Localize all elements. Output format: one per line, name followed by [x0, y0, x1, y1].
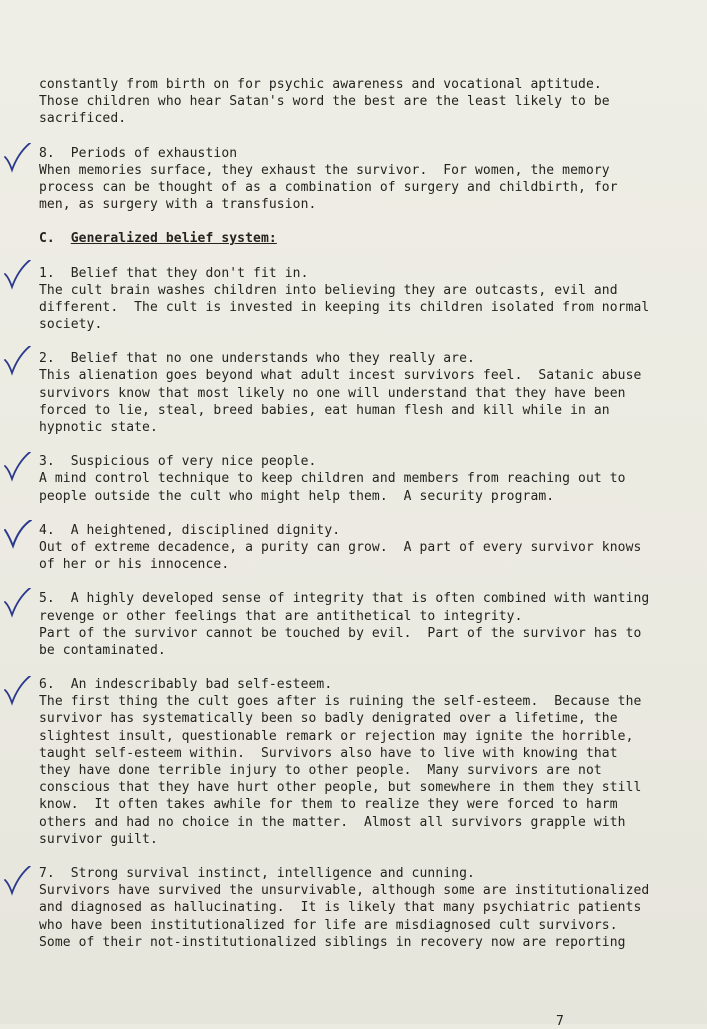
item-heading: 6. An indescribably bad self-esteem. — [39, 677, 333, 693]
text-line: Those children who hear Satan's word the best are the least likely to be — [39, 94, 610, 110]
document-body — [39, 76, 679, 951]
list-item — [39, 865, 679, 951]
item-heading: 2. Belief that no one understands who they really are. — [39, 351, 475, 367]
text-line: The first thing the cult goes after is ruining the self-esteem. Because the — [39, 694, 642, 710]
text-line: Out of extreme decadence, a purity can grow. A part of every survivor knows — [39, 539, 642, 555]
text-line: A mind control technique to keep children and members from reaching out to — [39, 471, 626, 487]
text-line: revenge or other feelings that are antithetical to integrity. — [39, 608, 523, 624]
text-line: This alienation goes beyond what adult incest survivors feel. Satanic abuse — [39, 368, 642, 384]
text-line: hypnotic state. — [39, 420, 158, 435]
intro-paragraph — [39, 76, 679, 128]
text-line: of her or his innocence. — [39, 557, 230, 573]
checkmark-icon — [3, 143, 33, 173]
text-line: who have been institutionalized for life are misdiagnosed cult survivors. — [39, 917, 618, 933]
checkmark-icon — [3, 346, 33, 376]
text-line: know. It often takes awhile for them to realize they were forced to harm — [39, 797, 618, 813]
text-line: survivors know that most likely no one will understand that they have been — [39, 385, 626, 401]
text-line: taught self-esteem within. Survivors also have to live with knowing that — [39, 745, 618, 761]
text-line: conscious that they have hurt other people, but somewhere in them they still — [39, 780, 642, 796]
text-line: Some of their not-institutionalized siblings in recovery now are reporting — [39, 934, 626, 950]
page-number: 7 — [556, 1014, 564, 1029]
list-item — [39, 676, 679, 848]
text-line: When memories surface, they exhaust the survivor. For women, the memory — [39, 162, 610, 178]
checkmark-icon — [3, 452, 33, 482]
text-line: others and had no choice in the matter. Almost all survivors grapple with — [39, 814, 626, 830]
item-heading: 1. Belief that they don't fit in. — [39, 265, 309, 281]
checkmark-icon — [3, 588, 33, 618]
text-line: different. The cult is invested in keeping its children isolated from normal — [39, 299, 650, 315]
section-letter: C. — [39, 231, 55, 247]
section-title: Generalized belief system: — [70, 231, 277, 247]
text-line: men, as surgery with a transfusion. — [39, 197, 317, 213]
text-line: people outside the cult who might help them. A security program. — [39, 488, 555, 504]
list-item — [39, 590, 679, 659]
list-item — [39, 350, 679, 436]
section-heading — [39, 230, 679, 247]
checkmark-icon — [3, 866, 33, 896]
list-item — [39, 265, 679, 334]
text-line: survivor has systematically been so badly denigrated over a lifetime, the — [39, 711, 618, 727]
text-line: Part of the survivor cannot be touched by evil. Part of the survivor has to — [39, 625, 642, 641]
text-line: survivor guilt. — [39, 831, 158, 847]
text-line: society. — [39, 317, 103, 333]
checkmark-icon — [3, 520, 33, 550]
text-line: and diagnosed as hallucinating. It is likely that many psychiatric patients — [39, 900, 642, 916]
text-line: constantly from birth on for psychic awareness and vocational aptitude. — [39, 77, 602, 92]
text-line: process can be thought of as a combination of surgery and childbirth, for — [39, 179, 618, 195]
item-heading: 4. A heightened, disciplined dignity. — [39, 522, 341, 538]
item-heading: 3. Suspicious of very nice people. — [39, 454, 317, 470]
list-item — [39, 453, 679, 505]
text-line: The cult brain washes children into believing they are outcasts, evil and — [39, 282, 618, 298]
item-heading: 7. Strong survival instinct, intelligence and cunning. — [39, 865, 475, 881]
text-line: slightest insult, questionable remark or rejection may ignite the horrible, — [39, 728, 634, 744]
text-line: they have done terrible injury to other people. Many survivors are not — [39, 763, 602, 778]
item-heading: 8. Periods of exhaustion — [39, 145, 238, 161]
list-item — [39, 522, 679, 574]
text-line: sacrificed. — [39, 111, 127, 127]
checkmark-icon — [3, 260, 33, 290]
checkmark-icon — [3, 676, 33, 706]
item-heading: 5. A highly developed sense of integrity that is often combined with wanting — [39, 591, 650, 607]
text-line: be contaminated. — [39, 642, 166, 658]
text-line: forced to lie, steal, breed babies, eat human flesh and kill while in an — [39, 402, 610, 418]
text-line: Survivors have survived the unsurvivable, although some are institutionalized — [39, 883, 650, 899]
item-periods-of-exhaustion — [39, 145, 679, 214]
